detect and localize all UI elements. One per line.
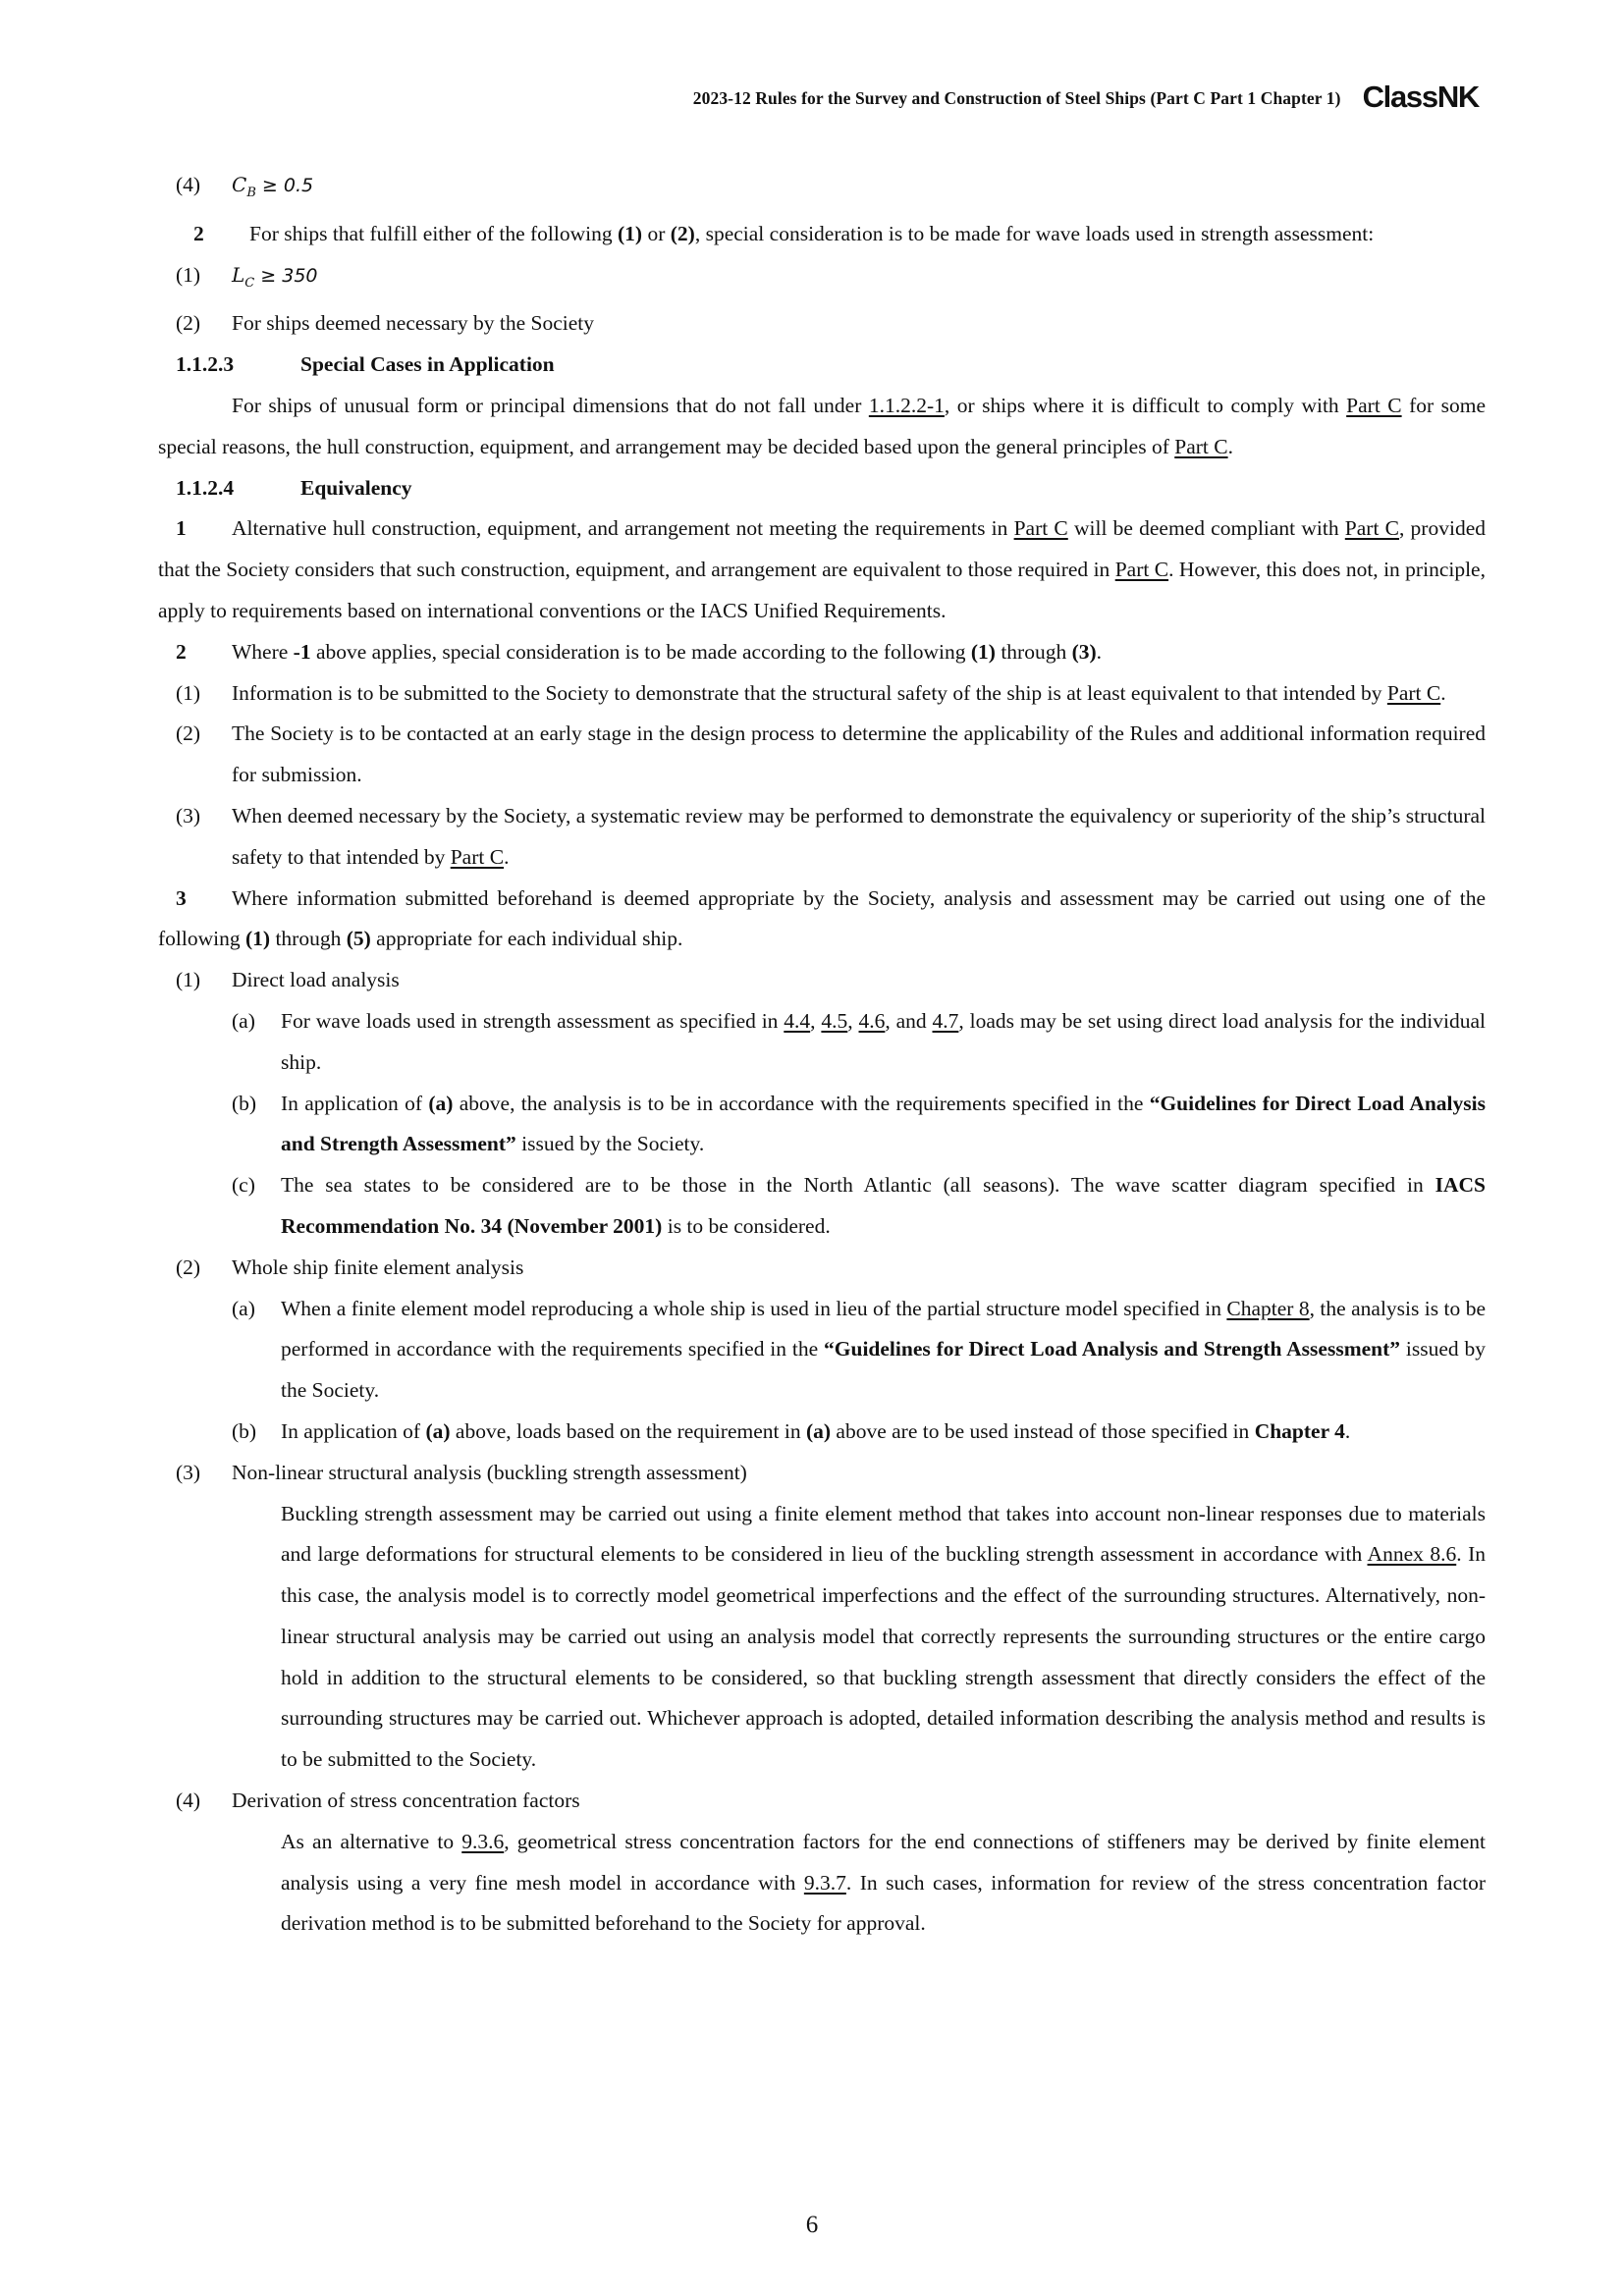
item-label: (4) bbox=[176, 173, 201, 196]
ref-link[interactable]: Part C bbox=[1386, 680, 1441, 705]
bold-ref: (5) bbox=[346, 927, 371, 951]
text: When deemed necessary by the Society, a systematic review may be performed to demonstrate the equivalency or superiority of the ship’s structural safety to that intended by bbox=[232, 803, 1486, 869]
analysis-item-1 bbox=[158, 960, 1486, 1001]
text: issued by the Society. bbox=[281, 1337, 1486, 1403]
text: , special consideration is to be made for wave loads used in strength assessment: bbox=[694, 221, 1375, 245]
analysis-subitem-1a bbox=[158, 1001, 1486, 1084]
item-label: (b) bbox=[232, 1091, 257, 1115]
item-label: (2) bbox=[176, 721, 201, 746]
text: , or ships where it is difficult to comply with bbox=[944, 393, 1347, 417]
ref-link[interactable]: Part C bbox=[450, 844, 505, 869]
text: , the analysis is to be performed in accordance with the requirements specified in the bbox=[281, 1296, 1487, 1362]
text: For ships of unusual form or principal dimensions that do not fall under bbox=[232, 393, 869, 417]
text: , bbox=[810, 1008, 822, 1033]
paragraph-2 bbox=[158, 214, 1486, 255]
section-number: 1.1.2.4 bbox=[176, 475, 235, 500]
text: . In such cases, information for review of the stress concentration factor derivation method is to be submitted beforehand to the Society for approval. bbox=[281, 1870, 1487, 1936]
ref-link[interactable]: 9.3.6 bbox=[461, 1829, 505, 1853]
math-var: L bbox=[232, 262, 245, 287]
text: . However, this does not, in principle, apply to requirements based on international conventions or the IACS Unified Requirements. bbox=[158, 558, 1486, 622]
bold-ref: Chapter 4 bbox=[1254, 1418, 1345, 1443]
analysis-item-4-body bbox=[158, 1822, 1486, 1945]
text: The sea states to be considered are to be those in the North Atlantic (all seasons). The wave scatter diagram specified in bbox=[281, 1173, 1435, 1198]
text: Information is to be submitted to the Society to demonstrate that the structural safety of the ship is at least equivalent to that intended by bbox=[232, 680, 1387, 705]
text: issued by the Society. bbox=[515, 1132, 705, 1156]
bold-ref: (3) bbox=[1071, 639, 1097, 664]
bold-ref: (a) bbox=[425, 1418, 451, 1443]
text: , loads may be set using direct load analysis for the individual ship. bbox=[281, 1008, 1487, 1074]
math-op: ≥ bbox=[255, 175, 284, 196]
analysis-item-4 bbox=[158, 1781, 1486, 1822]
math-num: 350 bbox=[282, 264, 318, 287]
text: . In this case, the analysis model is to correctly model geometrical imperfections and the effect of the surrounding structures. Alternatively, non-linear structural analysis may be carried out using an analysis model that correctly represents the surrounding structures or the entire cargo hold in addition to the structural elements to be considered, so that buckling strength assessment that directly considers the effect of the surrounding structures may be carried out. Whichever approach is adopted, detailed information describing the analysis method and results is to be submitted to the Society. bbox=[281, 1542, 1486, 1772]
bold-ref: “Guidelines for Direct Load Analysis and Strength Assessment” bbox=[281, 1091, 1486, 1156]
ref-link[interactable]: 1.1.2.2-1 bbox=[868, 393, 945, 417]
analysis-item-3 bbox=[158, 1453, 1486, 1494]
text: or bbox=[642, 221, 671, 245]
para-number: 2 bbox=[193, 221, 204, 245]
math-lc bbox=[232, 262, 318, 291]
text: . bbox=[504, 844, 510, 869]
section-title: Equivalency bbox=[300, 475, 412, 500]
text: For ships deemed necessary by the Society bbox=[232, 311, 594, 336]
header-title: 2023-12 Rules for the Survey and Construction of Steel Ships (Part C Part 1 Chapter 1) bbox=[692, 88, 1341, 108]
bold-ref: IACS Recommendation No. 34 (November 2001) bbox=[281, 1173, 1486, 1238]
analysis-subitem-1b bbox=[158, 1084, 1486, 1166]
text: Where bbox=[232, 639, 294, 664]
condition-4 bbox=[158, 165, 1486, 214]
para-number: 3 bbox=[176, 885, 187, 910]
item-label: (a) bbox=[232, 1008, 255, 1033]
item-label: (2) bbox=[176, 1255, 201, 1279]
paragraph-equiv-2 bbox=[158, 632, 1486, 673]
text: . bbox=[1227, 434, 1233, 458]
bold-ref: “Guidelines for Direct Load Analysis and Strength Assessment” bbox=[824, 1337, 1401, 1362]
item-label: (1) bbox=[176, 968, 201, 992]
text: When a finite element model reproducing a whole ship is used in lieu of the partial structure model specified in bbox=[281, 1296, 1227, 1320]
condition-2 bbox=[158, 303, 1486, 345]
text: will be deemed compliant with bbox=[1067, 516, 1345, 541]
ref-link[interactable]: Part C bbox=[1114, 558, 1169, 582]
section-title: Special Cases in Application bbox=[300, 352, 555, 377]
equiv-item-1 bbox=[158, 673, 1486, 715]
ref-link[interactable]: 9.3.7 bbox=[803, 1870, 846, 1895]
text: In application of bbox=[281, 1418, 426, 1443]
ref-link[interactable]: Part C bbox=[1344, 516, 1399, 541]
analysis-item-2 bbox=[158, 1248, 1486, 1289]
ref-link[interactable]: Part C bbox=[1174, 434, 1228, 458]
text: for some special reasons, the hull construction, equipment, and arrangement may be decided based upon the general principles of bbox=[158, 393, 1486, 458]
equiv-item-3 bbox=[158, 796, 1486, 879]
text: Derivation of stress concentration factors bbox=[232, 1789, 580, 1813]
text: appropriate for each individual ship. bbox=[370, 927, 683, 951]
equiv-item-2 bbox=[158, 714, 1486, 796]
ref-link[interactable]: 4.6 bbox=[858, 1008, 886, 1033]
text: . bbox=[1096, 639, 1103, 664]
classnk-logo: ClassNK bbox=[1362, 80, 1479, 114]
section-heading-1-1-2-3 bbox=[158, 345, 1486, 386]
text: Buckling strength assessment may be carried out using a finite element method that takes into account non-linear responses due to materials and large deformations for structural elements to be considered in lieu of the buckling strength assessment in accordance with bbox=[281, 1501, 1486, 1567]
section-number: 1.1.2.3 bbox=[176, 352, 235, 377]
ref-link[interactable]: Annex 8.6 bbox=[1367, 1542, 1457, 1567]
ref-link[interactable]: 4.5 bbox=[821, 1008, 848, 1033]
math-cb bbox=[232, 173, 314, 200]
text: As an alternative to bbox=[281, 1829, 462, 1853]
page-number: 6 bbox=[805, 2212, 819, 2238]
text: above, the analysis is to be in accordance with the requirements specified in the bbox=[453, 1091, 1150, 1115]
math-num: 0.5 bbox=[283, 175, 314, 196]
text: Whole ship finite element analysis bbox=[232, 1255, 524, 1279]
ref-link[interactable]: Chapter 8 bbox=[1226, 1296, 1310, 1320]
text: . bbox=[1440, 680, 1446, 705]
condition-1 bbox=[158, 255, 1486, 304]
item-label: (a) bbox=[232, 1296, 255, 1320]
page-header bbox=[693, 77, 1479, 112]
text: In application of bbox=[281, 1091, 429, 1115]
text: For ships that fulfill either of the following bbox=[249, 221, 619, 245]
item-label: (1) bbox=[176, 680, 201, 705]
para-number: 1 bbox=[176, 516, 187, 541]
item-label: (1) bbox=[176, 262, 201, 287]
item-label: (b) bbox=[232, 1418, 257, 1443]
text: Alternative hull construction, equipment, and arrangement not meeting the requirements in bbox=[232, 516, 1014, 541]
paragraph-special-cases bbox=[158, 386, 1486, 468]
text: . bbox=[1344, 1418, 1351, 1443]
bold-ref: (1) bbox=[244, 927, 271, 951]
math-var: C bbox=[232, 173, 247, 196]
text: above are to be used instead of those specified in bbox=[831, 1418, 1255, 1443]
analysis-subitem-1c bbox=[158, 1165, 1486, 1248]
math-op: ≥ bbox=[254, 264, 283, 287]
analysis-item-3-body bbox=[158, 1494, 1486, 1782]
paragraph-equiv-3 bbox=[158, 879, 1486, 961]
text: through bbox=[270, 927, 347, 951]
text: Where information submitted beforehand is deemed appropriate by the Society, analysis and assessment may be carried out using one of the following bbox=[158, 885, 1486, 951]
para-number: 2 bbox=[176, 639, 187, 664]
section-heading-1-1-2-4 bbox=[158, 468, 1486, 509]
ref-link[interactable]: Part C bbox=[1346, 393, 1402, 417]
analysis-subitem-2b bbox=[158, 1412, 1486, 1453]
document-body bbox=[158, 165, 1486, 1945]
item-label: (3) bbox=[176, 803, 201, 828]
text: through bbox=[995, 639, 1072, 664]
text: , geometrical stress concentration factors for the end connections of stiffeners may be derived by finite element analysis using a very fine mesh model in accordance with bbox=[281, 1829, 1487, 1895]
item-label: (c) bbox=[232, 1173, 255, 1198]
text: The Society is to be contacted at an early stage in the design process to determine the applicability of the Rules and additional information required for submission. bbox=[232, 721, 1486, 787]
bold-ref: -1 bbox=[293, 639, 311, 664]
bold-ref: (a) bbox=[428, 1091, 454, 1115]
item-label: (3) bbox=[176, 1460, 201, 1484]
bold-ref: (1) bbox=[618, 221, 643, 245]
text: is to be considered. bbox=[662, 1213, 831, 1238]
bold-ref: (2) bbox=[670, 221, 695, 245]
text: , bbox=[847, 1008, 859, 1033]
ref-link[interactable]: 4.7 bbox=[932, 1008, 959, 1033]
bold-ref: (a) bbox=[805, 1418, 832, 1443]
text: above, loads based on the requirement in bbox=[450, 1418, 806, 1443]
text: Non-linear structural analysis (buckling strength assessment) bbox=[232, 1460, 747, 1484]
item-label: (2) bbox=[176, 311, 201, 336]
text: , and bbox=[885, 1008, 933, 1033]
text: , provided that the Society considers that such construction, equipment, and arrangement are equivalent to those required in bbox=[158, 516, 1486, 582]
text: For wave loads used in strength assessment as specified in bbox=[281, 1008, 785, 1033]
math-sub: B bbox=[246, 186, 256, 200]
math-sub: C bbox=[244, 275, 255, 291]
ref-link[interactable]: Part C bbox=[1013, 516, 1068, 541]
bold-ref: (1) bbox=[970, 639, 996, 664]
paragraph-equiv-1 bbox=[158, 508, 1486, 631]
item-label: (4) bbox=[176, 1789, 201, 1813]
analysis-subitem-2a bbox=[158, 1289, 1486, 1412]
text: above applies, special consideration is to be made according to the following bbox=[310, 639, 971, 664]
ref-link[interactable]: 4.4 bbox=[784, 1008, 811, 1033]
text: Direct load analysis bbox=[232, 968, 400, 992]
